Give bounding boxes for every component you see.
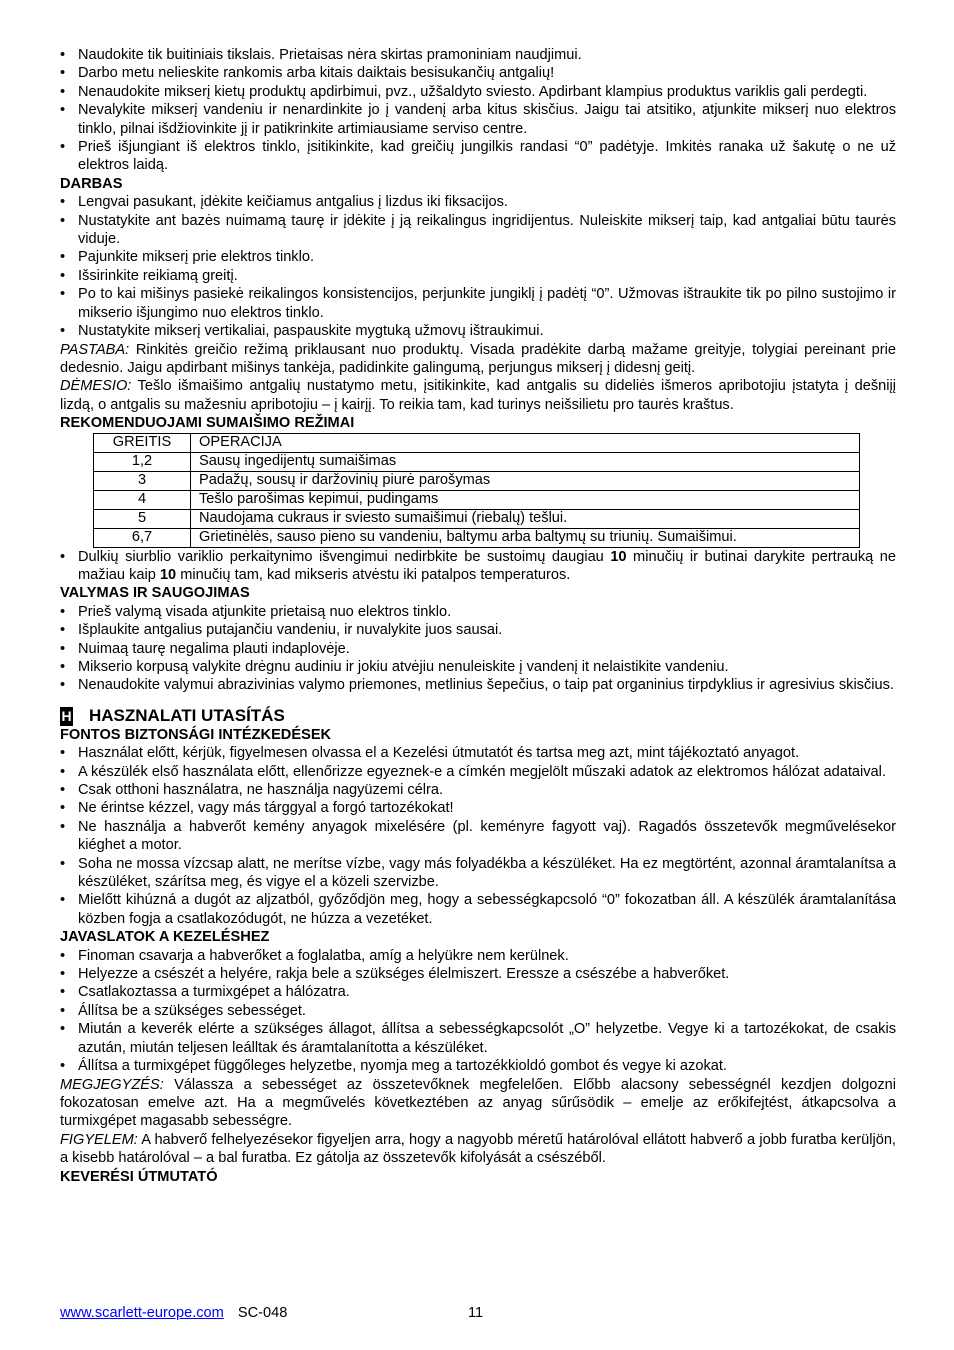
list-item — [60, 548, 896, 585]
page-footer — [60, 1304, 896, 1322]
list-item: • Nenaudokite mikserį kietų produktų apdirbimui, pvz., užšaldyto sviesto. Apdirbant klampius produktus variklis gali perdegti. — [60, 83, 896, 101]
list-item: • Išsirinkite reikiamą greitį. — [60, 267, 896, 285]
list-item: • Nenaudokite valymui abrazivinias valymo priemones, metlinius šepečius, o taip pat organinius tirpdyklius ir agresivius skisčius. — [60, 676, 896, 694]
fontos-list — [60, 744, 896, 928]
section-title: HASZNALATI UTASÍTÁS — [89, 706, 285, 726]
list-item: • Mielőtt kihúzná a dugót az aljzatból, győződjön meg, hogy a sebességkapcsoló “0” fokozatban áll. A készülék áramtalanítása közben fogja a csatlakozódugót, ne húzza a vezetéket. — [60, 891, 896, 928]
note-label: FIGYELEM: — [60, 1131, 138, 1148]
note-figyelem — [60, 1131, 896, 1168]
list-item: • Nustatykite ant bazės nuimamą taurę ir įdėkite į ją reikalingus ingridijentus. Nuleiskite mikserį taip, kad antgaliai būtu taurės viduje. — [60, 212, 896, 249]
section-heading-fontos: FONTOS BIZTONSÁGI INTÉZKEDÉSEK — [60, 726, 332, 743]
table-cell-speed: 5 — [94, 509, 191, 528]
bold-number: 10 — [159, 566, 177, 583]
lt-safety-list — [60, 46, 896, 175]
note-demesio — [60, 377, 896, 414]
language-badge: H — [61, 707, 72, 724]
section-heading-keveresi: KEVERÉSI ÚTMUTATÓ — [60, 1168, 218, 1185]
model-number: SC-048 — [237, 1305, 288, 1321]
list-item: • Állítsa a turmixgépet függőleges helyzetbe, nyomja meg a tartozékkioldó gombot és vegye ki azokat. — [60, 1057, 896, 1075]
list-item: • Csak otthoni használatra, ne használja nagyüzemi célra. — [60, 781, 896, 799]
text-fragment: minučių ir butinai darykite pertrauką ne mažiau kaip — [78, 548, 896, 583]
list-item: • Po to kai mišinys pasiekė reikalingos konsistencijos, perjunkite jungiklį į padėtį “0”. Užmovas ištraukite tik po pilno sustojimo ir mikserio išjungimo nuo elektros tinklo. — [60, 285, 896, 322]
text-fragment: Dulkių siurblio variklio perkaitynimo išvengimui nedirbkite be sustoimų daugiau — [78, 548, 611, 565]
note-megjegyzes — [60, 1076, 896, 1131]
table-header-operation: OPERACIJA — [191, 433, 860, 452]
list-item: • Ne érintse kézzel, vagy más tárggyal a forgó tartozékokat! — [60, 799, 896, 817]
list-item: • Prieš išjungiant iš elektros tinklo, įsitikinkite, kad greičių jungilkis randasi “0” padėtyje. Imkitės ranaka už šakutę o ne už elektros laidą. — [60, 138, 896, 175]
list-item: • Nuimaą taurę negalima plauti indaplovėje. — [60, 640, 896, 658]
table-cell-speed: 3 — [94, 471, 191, 490]
list-item: • Pajunkite mikserį prie elektros tinklo. — [60, 248, 896, 266]
javaslatok-list — [60, 947, 896, 1076]
list-item: • Helyezze a csészét a helyére, rakja bele a szükséges élelmiszert. Eressze a csészébe a habverőket. — [60, 965, 896, 983]
table-cell-operation: Grietinėlės, sauso pieno su vandeniu, baltymu arba baltymų su triunių. Sumaišimui. — [191, 528, 860, 547]
list-item: • Csatlakoztassa a turmixgépet a hálózatra. — [60, 983, 896, 1001]
list-item: • Darbo metu nelieskite rankomis arba kitais daiktais besisukančių antgalių! — [60, 64, 896, 82]
list-item: • Mikserio korpusą valykite drėgnu audiniu ir jokiu atvėjiu nenuleiskite į vandenį it nelaistikite vandeniu. — [60, 658, 896, 676]
section-heading-valymas: VALYMAS IR SAUGOJIMAS — [60, 585, 250, 602]
note-label: MEGJEGYZÉS: — [60, 1076, 164, 1093]
table-cell-operation: Tešlo parošimas kepimui, pudingams — [191, 490, 860, 509]
table-row — [94, 528, 860, 547]
table-cell-speed: 4 — [94, 490, 191, 509]
section-heading-javaslatok: JAVASLATOK A KEZELÉSHEZ — [60, 929, 270, 946]
section-heading-darbas: DARBAS — [60, 175, 123, 192]
table-header-speed: GREITIS — [94, 433, 191, 452]
list-item: • Išplaukite antgalius putajančiu vandeniu, ir nuvalykite juos sausai. — [60, 621, 896, 639]
section-heading-rekomend: REKOMENDUOJAMI SUMAIŠIMO REŽIMAI — [60, 415, 355, 432]
list-item: • Soha ne mossa vízcsap alatt, ne merítse vízbe, vagy más folyadékba a készüléket. Ha ez megtörtént, azonnal áramtalanítsa a készüléket, szárítsa meg, és vigye el a közeli szervizbe. — [60, 855, 896, 892]
table-row — [94, 509, 860, 528]
table-cell-speed: 1,2 — [94, 452, 191, 471]
table-cell-speed: 6,7 — [94, 528, 191, 547]
table-cell-operation: Naudojama cukraus ir sviesto sumaišimui (riebalų) tešlui. — [191, 509, 860, 528]
note-pastaba — [60, 341, 896, 378]
valymas-list — [60, 603, 896, 695]
table-cell-operation: Padažų, sousų ir daržovinių piurė parošymas — [191, 471, 860, 490]
note-label: DĖMESIO: — [60, 378, 132, 395]
website-link[interactable]: www.scarlett-europe.com — [60, 1305, 224, 1321]
page-number: 11 — [468, 1305, 484, 1321]
list-item: • Nevalykite mikserį vandeniu ir nenardinkite jo į vandenį arba kitus skisčius. Jaigu tai atsitiko, atjunkite mikserį nuo elektros tinklo, pilnai išdžiovinkite jį ir patikrinkite artimiausiame serviso centre. — [60, 101, 896, 138]
note-label: PASTABA: — [60, 341, 130, 358]
hungarian-section-title — [60, 707, 896, 726]
note-text: Tešlo išmaišimo antgalių nustatymo metu, įsitikinkite, kad antgalis su dideliės išmeros apribotojiu įstatyta į dešniįį lizdą, o antgalis su mažesniu apribotojiu – į kairįį. To reikia tam, kad turinys neišsilietu pro taurės kraštus. — [60, 378, 896, 413]
note-text: Válassza a sebességet az összetevőknek megfelelően. Előbb alacsony sebességnél kezdjen dolgozni fokozatosan emelve azt. Ha a megművelés következtében az anyag sűrűsödik – emelje az erőkifejtést, átkapcsolva a turmixgépet magasabb sebességre. — [60, 1076, 896, 1130]
table-cell-operation: Sausų ingedijentų sumaišimas — [191, 452, 860, 471]
darbas-list — [60, 193, 896, 340]
list-item: • Finoman csavarja a habverőket a foglalatba, amíg a helyükre nem kerülnek. — [60, 947, 896, 965]
bold-number: 10 — [610, 548, 627, 565]
list-item: • Állítsa be a szükséges sebességet. — [60, 1002, 896, 1020]
table-row — [94, 490, 860, 509]
list-item: • Lengvai pasukant, įdėkite keičiamus antgalius į lizdus iki fiksacijos. — [60, 193, 896, 211]
text-fragment: minučių tam, kad mikseris atvėstu iki patalpos temperaturos. — [176, 566, 571, 583]
note-text: A habverő felhelyezésekor figyeljen arra, hogy a nagyobb méretű határolóval ellátott habverő a jobb furatba kerüljön, a kisebb határolóval – a bal furatba. Ez gátolja az összetevők kifolyását a csészéből. — [60, 1131, 896, 1167]
list-item: • Miután a keverék elérte a szükséges állagot, állítsa a sebességkapcsolót „O” helyzetbe. Vegye ki a tartozékokat, de csakis azután, miután teljesen leálltak és áramtalanította a készüléket. — [60, 1020, 896, 1057]
list-item: • A készülék első használata előtt, ellenőrizze egyeznek-e a címkén megjelölt műszaki adatok az elektromos hálózat adataival. — [60, 763, 896, 781]
list-item: • Prieš valymą visada atjunkite prietaisą nuo elektros tinklo. — [60, 603, 896, 621]
note-text: Rinkitės greičio režimą priklausant nuo produktų. Visada pradėkite darbą mažame greityje, tolygiai pereinant prie dedesnio. Jaigu apdirbant mišinys tankėja, padidinkite galingumą, perjungus mikserį į didesnį geitį. — [60, 341, 896, 376]
table-row — [94, 471, 860, 490]
list-item: • Nustatykite mikserį vertikaliai, paspauskite mygtuką užmovų ištraukimui. — [60, 322, 896, 340]
table-row — [94, 452, 860, 471]
table-header-row — [94, 433, 860, 452]
list-item: • Ne használja a habverőt kemény anyagok mixelésére (pl. keményre fagyott vaj). Ragadós összetevők megművelésekor kiéghet a motor. — [60, 818, 896, 855]
page-content — [60, 46, 896, 1186]
list-item: • Használat előtt, kérjük, figyelmesen olvassa el a Kezelési útmutatót és tartsa meg azt, mint tájékoztató anyagot. — [60, 744, 896, 762]
list-item: • Naudokite tik buitiniais tikslais. Prietaisas nėra skirtas pramoniniam naudjimui. — [60, 46, 896, 64]
speed-table — [93, 433, 860, 548]
after-table-list — [60, 548, 896, 585]
